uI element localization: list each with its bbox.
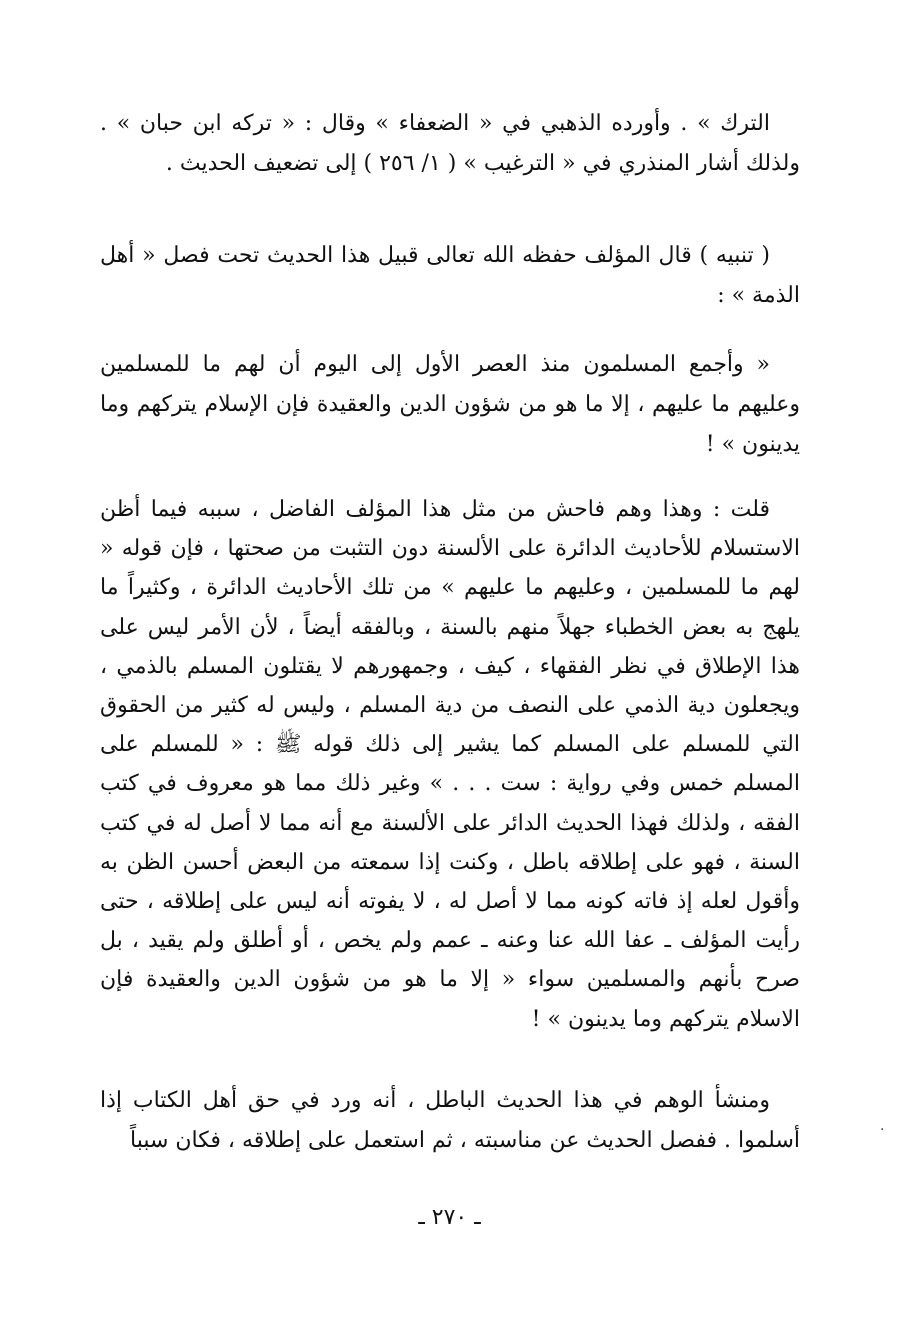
paragraph-5: ومنشأ الوهم في هذا الحديث الباطل ، أنه ورد في حق أهل الكتاب إذا أسلموا . ففصل الحديث عن مناسبته ، ثم استعمل على إطلاقه ، فكان سبباً	[100, 1088, 800, 1153]
paragraph-1: الترك » . وأورده الذهبي في « الضعفاء » وقال : « تركه ابن حبان » . ولذلك أشار المنذري في « الترغيب » ( ١/ ٢٥٦ ) إلى تضعيف الحديث .	[100, 111, 800, 176]
paragraph-3-quote: « وأجمع المسلمون منذ العصر الأول إلى اليوم أن لهم ما للمسلمين وعليهم ما عليهم ، إلا ما هو من شؤون الدين والعقيدة فإن الإسلام يتركهم وما يدينون » !	[100, 352, 800, 457]
page-number: ـ ٢٧٠ ـ	[418, 1205, 481, 1230]
paragraph-4-commentary: قلت : وهذا وهم فاحش من مثل هذا المؤلف الفاضل ، سببه فيما أظن الاستسلام للأحاديث الدائرة على الألسنة دون التثبت من صحتها ، فإن قوله « لهم ما للمسلمين ، وعليهم ما عليهم » من تلك الأحاديث الدائرة ، وكثيراً ما يلهج به بعض الخطباء جهلاً منهم بالسنة ، وبالفقه أيضاً ، لأن الأمر ليس على هذا الإطلاق في نظر الفقهاء ، كيف ، وجمهورهم لا يقتلون المسلم بالذمي ، ويجعلون دية الذمي على النصف من دية المسلم ، وليس له كثير من الحقوق التي للمسلم على المسلم كما يشير إلى ذلك قوله ﷺ : « للمسلم على المسلم خمس وفي رواية : ست . . . » وغير ذلك مما هو معروف في كتب الفقه ، ولذلك فهذا الحديث الدائر على الألسنة مع أنه مما لا أصل له في كتب السنة ، فهو على إطلاقه باطل ، وكنت إذا سمعته من البعض أحسن الظن به وأقول لعله إذ فاته كونه مما لا أصل له ، لا يفوته أنه ليس على إطلاقه ، حتى رأيت المؤلف ـ عفا الله عنا وعنه ـ عمم ولم يخص ، أو أطلق ولم يقيد ، بل صرح بأنهم والمسلمين سواء « إلا ما هو من شؤون الدين والعقيدة فإن الاسلام يتركهم وما يدينون » !	[100, 497, 801, 1032]
paragraph-2-note: ( تنبيه ) قال المؤلف حفظه الله تعالى قبيل هذا الحديث تحت فصل « أهل الذمة » :	[100, 243, 800, 308]
margin-mark: ·	[880, 1122, 885, 1138]
